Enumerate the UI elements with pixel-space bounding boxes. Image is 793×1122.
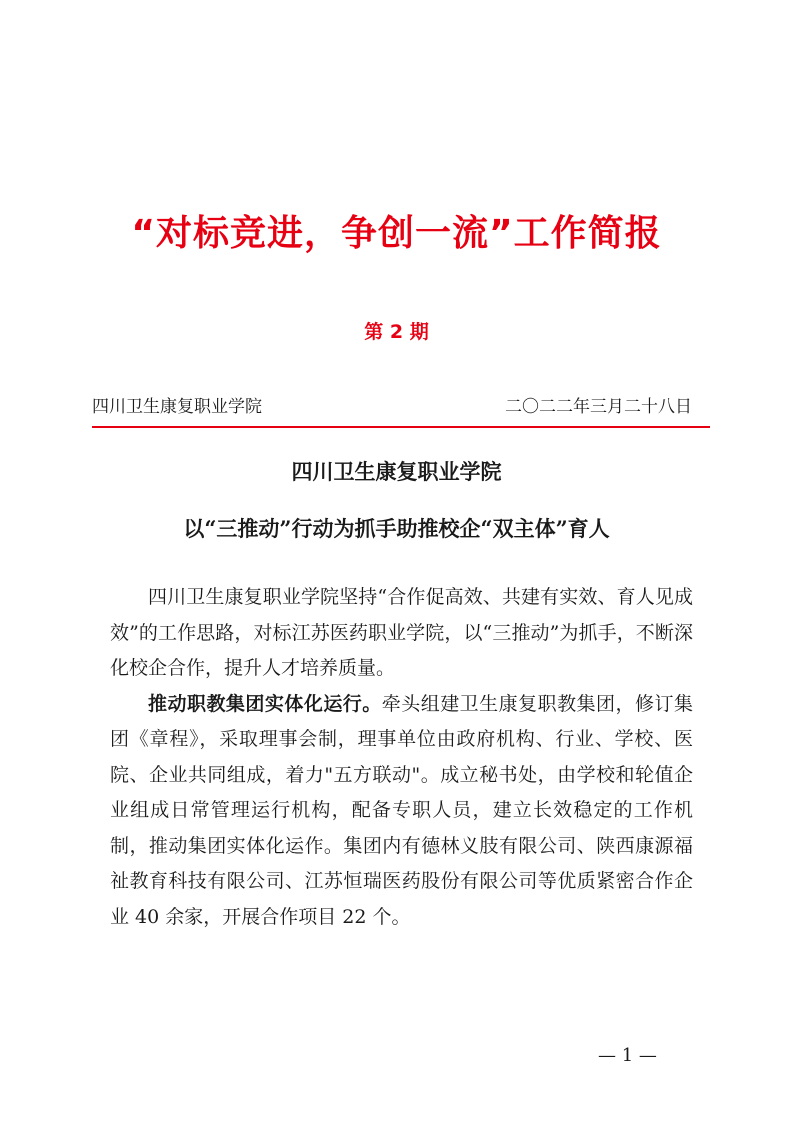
section-1-lead: 推动职教集团实体化运行。 <box>148 692 382 715</box>
issue-number: 第 2 期 <box>364 321 429 343</box>
intro-paragraph: 四川卫生康复职业学院坚持“合作促高效、共建有实效、育人见成效”的工作思路，对标江苏医药职业学院，以“三推动”为抓手，不断深化校企合作，提升人才培养质量。 <box>110 586 693 679</box>
issue-date: 二〇二二年三月二十八日 <box>505 397 692 417</box>
red-divider-line <box>92 426 710 428</box>
article-headline-line-2: 以“三推动”行动为抓手助推校企“双主体”育人 <box>183 516 610 541</box>
meta-row <box>92 393 692 421</box>
section-1-body: 牵头组建卫生康复职教集团，修订集团《章程》，采取理事会制，理事单位由政府机构、行业、学校、医院、企业共同组成，着力"五方联动"。成立秘书处，由学校和轮值企业组成日常管理运行机构，配备专职人员，建立长效稳定的工作机制，推动集团实体化运作。集团内有德林义肢有限公司、陕西康源福祉教育科技有限公司、江苏恒瑞医药股份有限公司等优质紧密合作企业 40 余家，开展合作项目 22 个。 <box>110 692 693 928</box>
page-number: — 1 — <box>598 1045 657 1066</box>
section-1-paragraph <box>110 687 693 936</box>
article-headline-line-1: 四川卫生康复职业学院 <box>291 459 502 484</box>
article-body <box>110 580 693 935</box>
bulletin-title: “对标竞进，争创一流”工作简报 <box>131 213 662 254</box>
issuing-organization: 四川卫生康复职业学院 <box>92 397 262 417</box>
